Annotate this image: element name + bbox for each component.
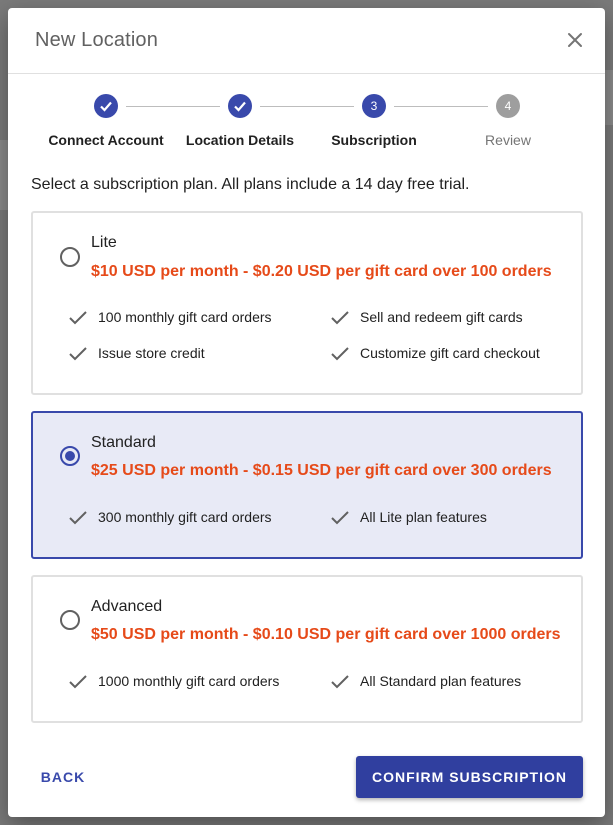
feature-text: 1000 monthly gift card orders (98, 673, 280, 689)
close-icon (563, 28, 587, 52)
dialog-header (8, 8, 605, 74)
check-icon (68, 508, 88, 528)
plan-card-standard[interactable] (31, 411, 583, 559)
feature-text: Customize gift card checkout (360, 345, 540, 361)
feature-text: All Standard plan features (360, 673, 522, 689)
plan-name: Lite (91, 234, 117, 251)
new-location-dialog (8, 8, 605, 817)
check-icon (99, 99, 113, 113)
check-icon (330, 672, 350, 692)
feature-text: 100 monthly gift card orders (98, 309, 272, 325)
plan-radio-lite[interactable] (60, 247, 80, 267)
plan-name: Standard (91, 434, 156, 451)
back-button[interactable]: BACK (40, 769, 86, 785)
step-label: Connect Account (48, 132, 164, 148)
check-icon (68, 308, 88, 328)
feature-text: All Lite plan features (360, 509, 487, 525)
check-icon (330, 308, 350, 328)
check-icon (330, 344, 350, 364)
plan-radio-standard[interactable] (60, 446, 80, 466)
plan-name: Advanced (91, 598, 163, 615)
step-complete-badge (228, 94, 252, 118)
step-complete-badge (94, 94, 118, 118)
plan-card-advanced[interactable] (31, 575, 583, 723)
feature-text: Sell and redeem gift cards (360, 309, 523, 325)
feature-text: 300 monthly gift card orders (98, 509, 272, 525)
step-label: Review (485, 132, 531, 148)
plan-card-lite[interactable] (31, 211, 583, 395)
plan-price: $25 USD per month - $0.15 USD per gift card over 300 orders (91, 462, 552, 479)
feature-text: Issue store credit (98, 345, 205, 361)
check-icon (68, 344, 88, 364)
step-label: Location Details (185, 132, 295, 148)
step-number-badge: 4 (496, 94, 520, 118)
step-number-badge: 3 (362, 94, 386, 118)
confirm-subscription-button[interactable]: CONFIRM SUBSCRIPTION (356, 756, 583, 798)
check-icon (330, 508, 350, 528)
check-icon (233, 99, 247, 113)
step-label: Subscription (331, 132, 417, 148)
plan-price: $50 USD per month - $0.10 USD per gift card over 1000 orders (91, 626, 561, 643)
backdrop-strip-left (0, 140, 8, 210)
dialog-title: New Location (35, 29, 158, 51)
intro-text: Select a subscription plan. All plans include a 14 day free trial. (31, 176, 470, 193)
plan-radio-advanced[interactable] (60, 610, 80, 630)
close-button[interactable] (563, 28, 587, 52)
step-review (428, 94, 588, 148)
stepper (8, 94, 605, 164)
check-icon (68, 672, 88, 692)
plan-price: $10 USD per month - $0.20 USD per gift card over 100 orders (91, 263, 552, 280)
backdrop-strip-right (605, 70, 613, 125)
